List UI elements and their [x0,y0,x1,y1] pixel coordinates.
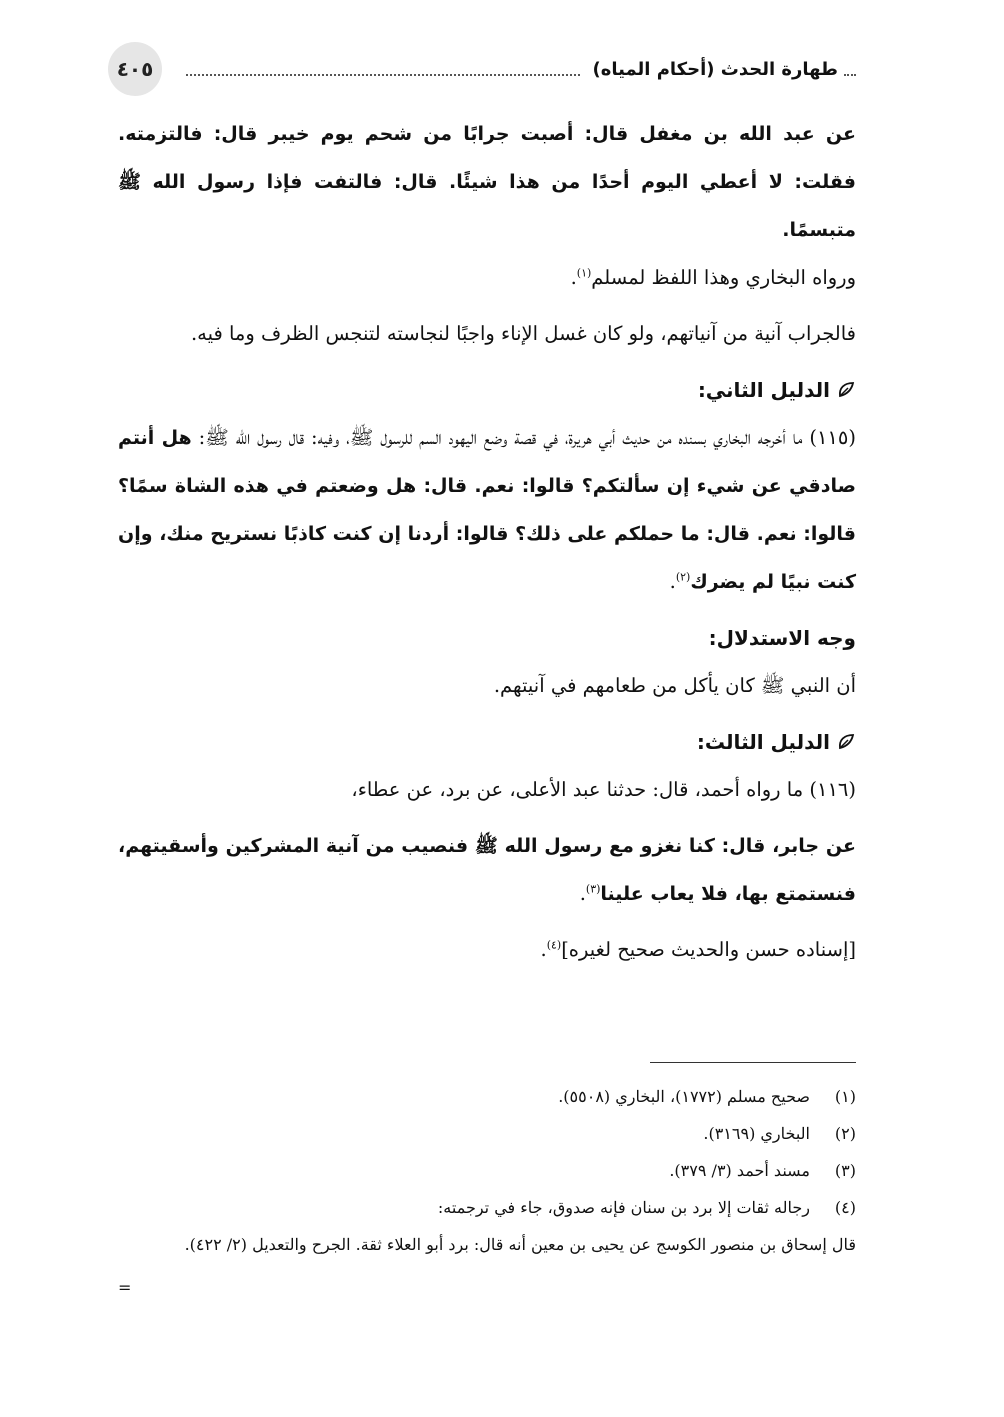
heading-second-evidence [118,366,856,414]
period: . [669,570,676,593]
footnote-text: رجاله ثقات إلا برد بن سنان فإنه صدوق، جاء في ترجمته: [437,1198,810,1217]
footnote-separator [650,1062,856,1063]
heading-second-evidence-text: الدليل الثاني: [697,378,830,402]
footnote-number: (٣) [834,1161,856,1180]
paragraph-1 [118,110,856,302]
footnote-text: مسند أحمد (٣/ ٣٧٩). [669,1161,810,1180]
grading-note: [إسناده حسن والحديث صحيح لغيره] [561,938,856,961]
paragraph-2: فالجراب آنية من آنياتهم، ولو كان غسل الإناء واجبًا لنجاسته لتنجس الظرف وما فيه. [190,322,856,345]
period: . [540,938,547,961]
footnote-ref-1: (١) [576,266,592,280]
footnote-number: (٤) [834,1198,856,1217]
paragraph-6 [118,822,856,918]
footnote-number: (٢) [834,1124,856,1143]
running-title: طهارة الحدث (أحكام المياه) [592,58,838,80]
paragraph-3 [118,414,856,606]
leaf-ornament-icon [836,380,856,400]
footnote-text: البخاري (٣١٦٩). [703,1124,810,1143]
footnote-ref-4: (٤) [546,938,562,952]
page-number: ٤٠٥ [108,42,162,96]
footnote-4-continuation: قال إسحاق بن منصور الكوسج عن يحيى بن معين أنه قال: برد أبو العلاء ثقة. الجرح والتعديل (٢/ ٤٢٢). [184,1235,856,1254]
period: . [579,882,586,905]
hadith-text-116: عن جابر، قال: كنا نغزو مع رسول الله ﷺ فنصيب من آنية المشركين وأسقيتهم، فنستمتع بها، فلا يعاب علينا [118,835,856,905]
page-header [108,42,856,96]
paragraph-4: أن النبي ﷺ كان يأكل من طعامهم في آنيتهم. [493,674,856,697]
hadith-text-115: هل أنتم صادقي عن شيء إن سألتكم؟ قالوا: نعم. قال: هل وضعتم في هذه الشاة سمًا؟ قالوا: نعم. قال: ما حملكم على ذلك؟ قالوا: أردنا إن كنت كاذبًا نستريح منك، وإن كنت نبيًا لم يضرك [118,427,856,593]
running-title-bar [174,54,856,84]
footnote-1 [118,1078,856,1115]
footnotes [118,1078,856,1263]
footnote-2 [118,1115,856,1152]
leaf-ornament-icon [836,732,856,752]
footnote-ref-3: (٣) [585,882,601,896]
footnote-ref-2: (٢) [675,570,691,584]
heading-third-evidence-text: الدليل الثالث: [696,730,830,754]
hadith-text-1: عن عبد الله بن مغفل قال: أصبت جرابًا من شحم يوم خيبر قال: فالتزمته. فقلت: لا أعطي اليوم أحدًا من هذا شيئًا. قال: فالتفت فإذا رسول الله ﷺ متبسمًا. [118,123,856,241]
heading-third-evidence [118,718,856,766]
dotted-leader-right [844,74,856,76]
paragraph-7 [118,926,856,974]
footnote-number: (١) [834,1087,856,1106]
footnote-text: صحيح مسلم (١٧٧٢)، البخاري (٥٥٠٨). [558,1087,810,1106]
footnote-4 [118,1189,856,1226]
period: . [570,266,577,289]
footnote-3 [118,1152,856,1189]
dotted-leader [186,74,580,76]
heading-inference: وجه الاستدلال: [708,626,856,650]
continuation-mark: = [118,1278,132,1297]
main-text [118,110,856,982]
narration-note-1: ورواه البخاري وهذا اللفظ لمسلم [591,266,856,289]
hadith-intro-115: (١١٥) ما أخرجه البخاري بسنده من حديث أبي هريرة، في قصة وضع اليهود السم للرسول ﷺ، وفيه: قال رسول الله ﷺ: [198,426,856,449]
paragraph-5: (١١٦) ما رواه أحمد، قال: حدثنا عبد الأعلى، عن برد، عن عطاء، [351,778,856,801]
